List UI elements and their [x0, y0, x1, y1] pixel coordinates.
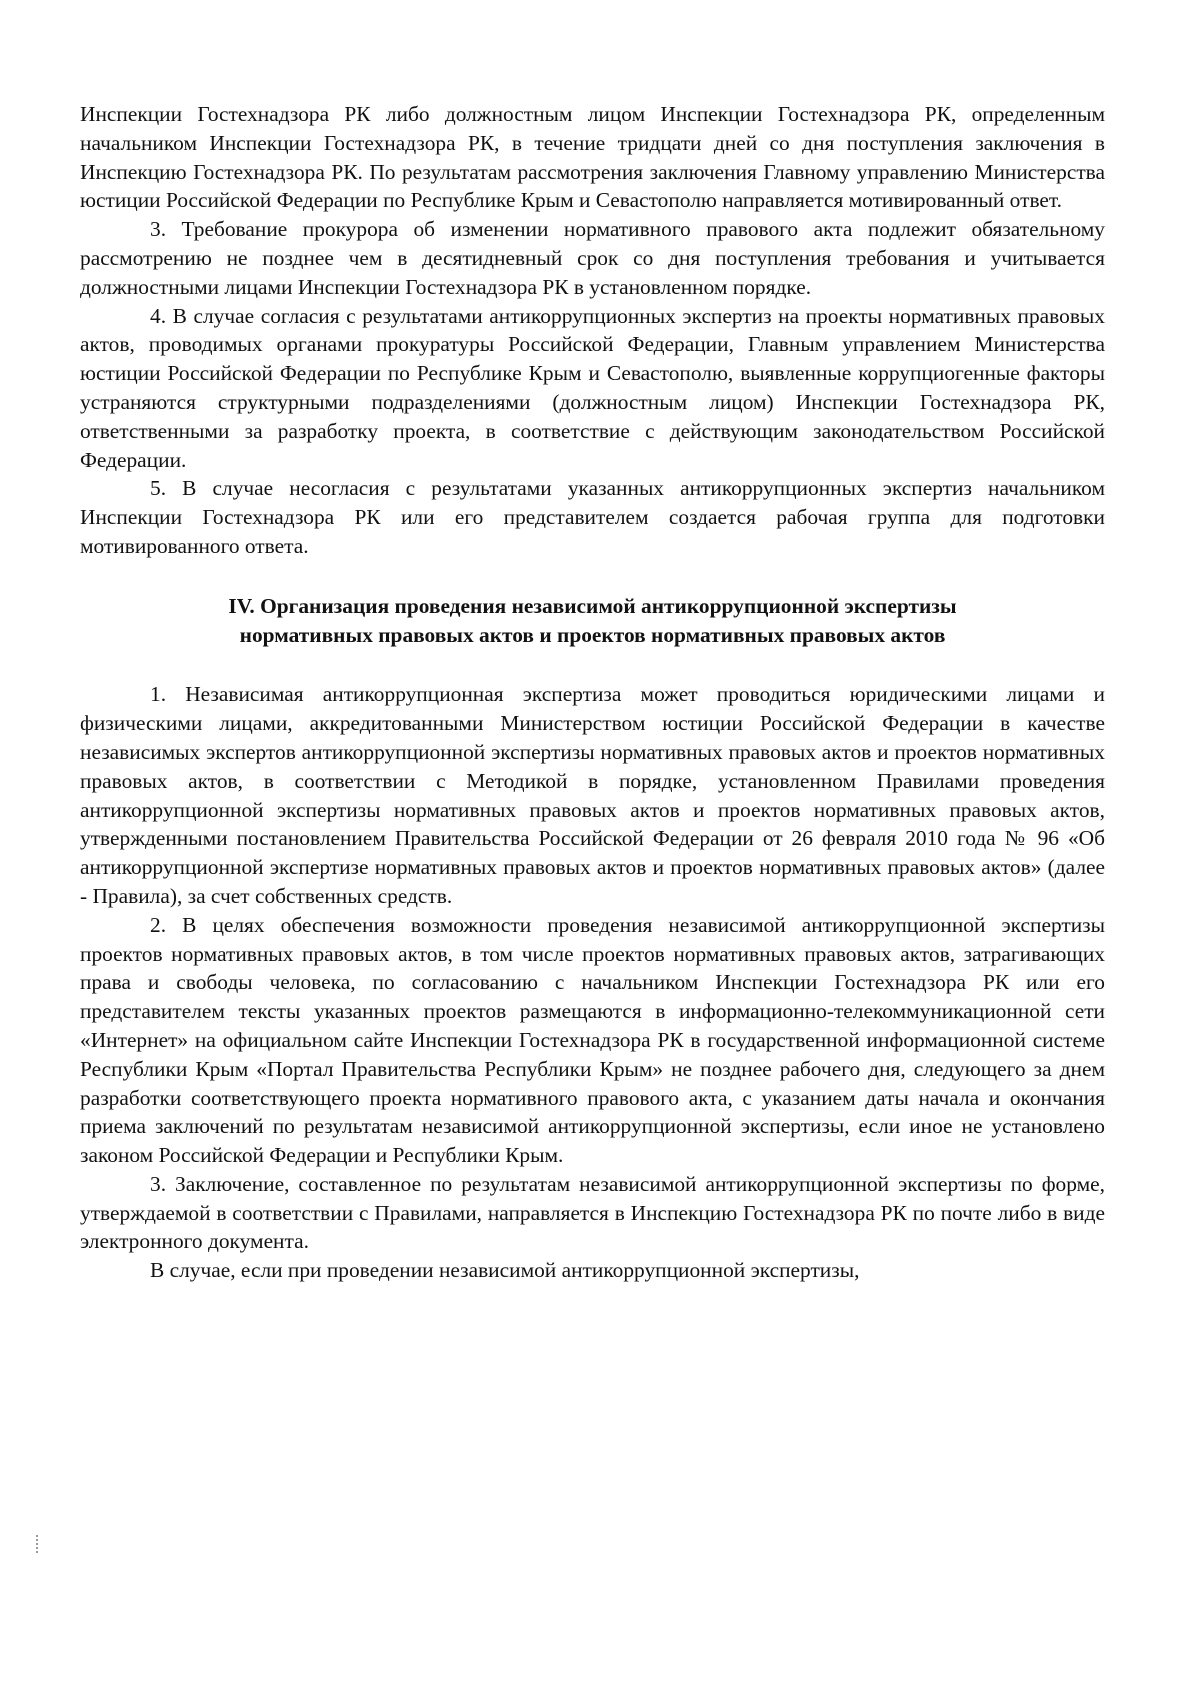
section4-heading	[80, 592, 1105, 650]
section3-item-5: 5. В случае несогласия с результатами указанных антикоррупционных экспертиз начальником Инспекции Гостехнадзора РК или его представителем создается рабочая группа для подготовки мотивированного ответа.	[80, 476, 1105, 558]
section3-item-4: 4. В случае согласия с результатами антикоррупционных экспертиз на проекты нормативных правовых актов, проводимых органами прокуратуры Российской Федерации, Главным управлением Министерства юстиции Российской Федерации по Республике Крым и Севастополю, выявленные коррупциогенные факторы устраняются структурными подразделениями (должностным лицом) Инспекции Гостехнадзора РК, ответственными за разработку проекта, в соответствие с действующим законодательством Российской Федерации.	[80, 303, 1105, 472]
section4-item-2: 2. В целях обеспечения возможности проведения независимой антикоррупционной экспертизы проектов нормативных правовых актов, в том числе проектов нормативных правовых актов, затрагивающих права и свободы человека, по согласованию с начальником Инспекции Гостехнадзора РК или его представителем тексты указанных проектов размещаются в информационно-телекоммуникационной сети «Интернет» на официальном сайте Инспекции Гостехнадзора РК в государственной информационной системе Республики Крым «Портал Правительства Республики Крым» не позднее рабочего дня, следующего за днем разработки соответствующего проекта нормативного правового акта, с указанием даты начала и окончания приема заключений по результатам независимой антикоррупционной экспертизы, если иное не установлено законом Российской Федерации и Республики Крым.	[80, 912, 1105, 1168]
opening-paragraph: Инспекции Гостехнадзора РК либо должностным лицом Инспекции Гостехнадзора РК, определенным начальником Инспекции Гостехнадзора РК, в течение тридцати дней со дня поступления заключения в Инспекцию Гостехнадзора РК. По результатам рассмотрения заключения Главному управлению Министерства юстиции Российской Федерации по Республике Крым и Севастополю направляется мотивированный ответ.	[80, 102, 1105, 213]
section3-item-3: 3. Требование прокурора об изменении нормативного правового акта подлежит обязательному рассмотрению не позднее чем в десятидневный срок со дня поступления требования и учитывается должностными лицами Инспекции Гостехнадзора РК в установленном порядке.	[80, 217, 1105, 299]
scan-margin-mark	[36, 1535, 40, 1553]
section4-heading-line1: IV. Организация проведения независимой антикоррупционной экспертизы	[228, 593, 957, 618]
section4-item-3-continuation: В случае, если при проведении независимой антикоррупционной экспертизы,	[150, 1258, 860, 1283]
document-page	[80, 100, 1105, 1285]
section4-item-3: 3. Заключение, составленное по результатам независимой антикоррупционной экспертизы по форме, утверждаемой в соответствии с Правилами, направляется в Инспекцию Гостехнадзора РК по почте либо в виде электронного документа.	[80, 1171, 1105, 1254]
section4-heading-line2: нормативных правовых актов и проектов нормативных правовых актов	[239, 622, 946, 647]
section4-item-1: 1. Независимая антикоррупционная экспертиза может проводиться юридическими лицами и физическими лицами, аккредитованными Министерством юстиции Российской Федерации в качестве независимых экспертов антикоррупционной экспертизы нормативных правовых актов и проектов нормативных правовых актов, в соответствии с Методикой в порядке, установленном Правилами проведения антикоррупционной экспертизы нормативных правовых актов и проектов нормативных правовых актов, утвержденными постановлением Правительства Российской Федерации от 26 февраля 2010 года № 96 «Об антикоррупционной экспертизе нормативных правовых актов и проектов нормативных правовых актов» (далее - Правила), за счет собственных средств.	[80, 682, 1105, 908]
